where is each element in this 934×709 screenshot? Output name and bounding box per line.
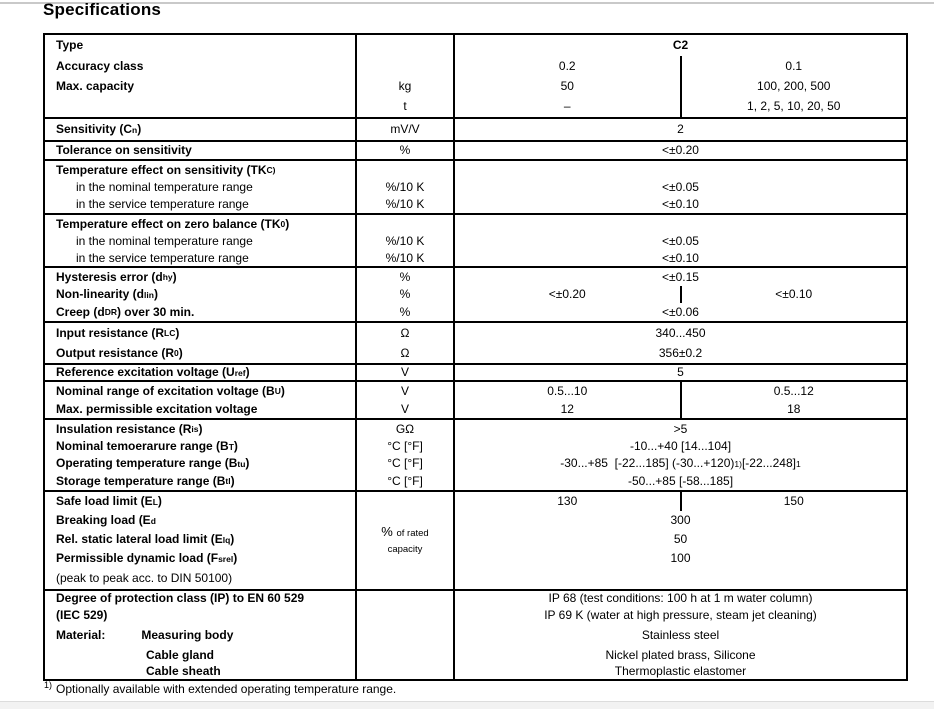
value-cell bbox=[455, 161, 906, 179]
text: Sensitivity (C bbox=[56, 122, 133, 137]
text: ) bbox=[285, 216, 290, 231]
unit-line bbox=[381, 525, 428, 541]
label-column bbox=[45, 161, 355, 213]
label-column bbox=[45, 591, 355, 679]
text: ) bbox=[178, 345, 183, 360]
unit-column bbox=[355, 35, 453, 117]
value-left: 0.5...10 bbox=[455, 382, 682, 400]
value-cell: Thermoplastic elastomer bbox=[614, 664, 747, 679]
value-left: 0.2 bbox=[455, 56, 682, 76]
spec-table bbox=[43, 33, 908, 681]
text: in the service temperature range bbox=[76, 250, 249, 265]
text: ) bbox=[245, 456, 250, 471]
value-cell: -30...+85 [-22...185] (-30...+120) 1) [-22...248] 1 bbox=[560, 456, 801, 471]
unit-column bbox=[355, 591, 453, 679]
unit-cell bbox=[381, 525, 428, 557]
row-label bbox=[45, 76, 355, 96]
unit-cell: °C [°F] bbox=[387, 456, 423, 471]
text: Tolerance on sensitivity bbox=[56, 143, 192, 158]
text: Temperature effect on sensitivity (TK bbox=[56, 162, 267, 177]
label-column bbox=[45, 365, 355, 380]
text: ) bbox=[157, 494, 162, 509]
value-column bbox=[453, 119, 906, 140]
value-column bbox=[453, 365, 906, 380]
row-label: Breaking load (E d bbox=[56, 513, 156, 528]
value-cell: <±0.15 bbox=[662, 269, 699, 284]
row-label: Safe load limit (E L ) bbox=[56, 494, 162, 509]
label-column bbox=[45, 323, 355, 363]
value-cell: -10...+40 [14...104] bbox=[629, 439, 732, 454]
value-right: 0.1 bbox=[785, 58, 803, 73]
value-left: 130 bbox=[455, 492, 682, 511]
value-column bbox=[453, 323, 906, 363]
unit-cell: % bbox=[399, 269, 411, 284]
value-cell: <±0.20 bbox=[662, 143, 699, 158]
value-cell: <±0.10 bbox=[662, 197, 699, 212]
row-label: Reference excitation voltage (U ref ) bbox=[56, 365, 250, 380]
text: ) bbox=[172, 269, 177, 284]
unit-cell: t bbox=[403, 99, 407, 114]
text: Type bbox=[56, 38, 84, 53]
row-label bbox=[45, 400, 355, 418]
value-cell: <±0.05 bbox=[662, 234, 699, 249]
row-label: Input resistance (R LC ) bbox=[56, 325, 180, 340]
value-cell: 356±0.2 bbox=[658, 345, 703, 360]
text: Max. capacity bbox=[56, 78, 135, 93]
unit-column bbox=[355, 215, 453, 266]
row-label bbox=[45, 35, 355, 56]
unit-cell bbox=[357, 161, 453, 179]
value-cell bbox=[455, 382, 906, 400]
unit-cell: mV/V bbox=[390, 122, 420, 137]
text: Rel. static lateral load limit (E bbox=[56, 532, 223, 547]
value-cell: 50 bbox=[673, 532, 688, 547]
unit-line bbox=[388, 541, 423, 557]
row-label: Temperature effect on zero balance (TK 0 ) bbox=[56, 216, 290, 231]
text: ) bbox=[233, 439, 238, 454]
value-cell: 2 bbox=[677, 122, 684, 137]
spec-block bbox=[45, 213, 906, 266]
value-right: 18 bbox=[787, 401, 801, 416]
spec-block bbox=[45, 418, 906, 490]
text: ) bbox=[245, 365, 250, 380]
text: (peak to peak acc. to DIN 50100) bbox=[56, 571, 233, 586]
value-column bbox=[453, 591, 906, 679]
unit-column bbox=[355, 161, 453, 213]
text: capacity bbox=[387, 543, 423, 555]
spec-block bbox=[45, 140, 906, 159]
value-cell: IP 68 (test conditions: 100 h at 1 m water column) bbox=[548, 591, 813, 606]
value-cell: 5 bbox=[677, 365, 684, 380]
value-right: <±0.10 bbox=[775, 287, 813, 302]
value-cell bbox=[455, 35, 906, 56]
unit-column bbox=[355, 420, 453, 490]
text: ) over 30 min. bbox=[116, 304, 195, 319]
spec-block bbox=[45, 117, 906, 140]
text: ) bbox=[198, 421, 203, 436]
row-label: Temperature effect on sensitivity (TK C ) bbox=[56, 162, 276, 177]
value-cell: -50...+85 [-58...185] bbox=[627, 473, 734, 488]
text: ) bbox=[153, 287, 158, 302]
unit-column bbox=[355, 365, 453, 380]
unit-cell bbox=[357, 646, 453, 664]
value-column bbox=[453, 35, 906, 117]
row-label: Nominal range of excitation voltage (B U ) bbox=[56, 383, 285, 398]
text: Reference excitation voltage (U bbox=[56, 365, 235, 380]
text: ) bbox=[175, 325, 180, 340]
unit-cell: % bbox=[399, 287, 411, 302]
unit-column bbox=[355, 119, 453, 140]
row-label bbox=[45, 624, 355, 646]
row-label bbox=[45, 568, 355, 589]
value-cell: 100 bbox=[670, 551, 691, 566]
label-column bbox=[45, 119, 355, 140]
text: of rated bbox=[396, 527, 429, 539]
value-column bbox=[453, 161, 906, 213]
value-cell: 300 bbox=[670, 513, 691, 528]
unit-cell bbox=[357, 624, 453, 646]
row-label: Storage temperature range (B tl ) bbox=[56, 473, 235, 488]
spec-block bbox=[45, 266, 906, 321]
text: Permissible dynamic load (F bbox=[56, 551, 219, 566]
unit-cell bbox=[357, 35, 453, 56]
text: -30...+85 [-22...185] (-30...+120) bbox=[560, 456, 735, 471]
page-title: Specifications bbox=[43, 0, 162, 19]
value-left: – bbox=[455, 96, 682, 117]
text: Cable gland bbox=[146, 647, 215, 662]
text: Hysteresis error (d bbox=[56, 269, 163, 284]
unit-cell: %/10 K bbox=[385, 234, 425, 249]
row-label: Permissible dynamic load (F srel ) bbox=[56, 551, 238, 566]
text: in the nominal temperature range bbox=[76, 180, 253, 195]
value-left: <±0.20 bbox=[455, 286, 682, 303]
row-label bbox=[45, 591, 355, 606]
value-left: 12 bbox=[455, 400, 682, 418]
row-label: Creep (d DR ) over 30 min. bbox=[56, 304, 195, 319]
text: ) bbox=[230, 473, 235, 488]
label-column bbox=[45, 35, 355, 117]
row-label: Hysteresis error (d hy ) bbox=[56, 269, 177, 284]
unit-cell: V bbox=[400, 401, 409, 416]
text: Operating temperature range (B bbox=[56, 456, 238, 471]
value-right: 150 bbox=[783, 494, 804, 509]
unit-cell bbox=[357, 664, 453, 679]
text: ) bbox=[280, 383, 285, 398]
row-label: Rel. static lateral load limit (E lq ) bbox=[56, 532, 235, 547]
text: Input resistance (R bbox=[56, 325, 165, 340]
footnote bbox=[44, 682, 396, 696]
unit-cell bbox=[357, 591, 453, 606]
text: ) bbox=[233, 551, 238, 566]
text: Cable sheath bbox=[146, 664, 221, 679]
text: Measuring body bbox=[141, 627, 234, 642]
spec-block bbox=[45, 35, 906, 117]
value-right: 100, 200, 500 bbox=[757, 78, 831, 93]
unit-cell: %/10 K bbox=[385, 197, 425, 212]
text: Temperature effect on zero balance (TK bbox=[56, 216, 281, 231]
spec-block bbox=[45, 589, 906, 679]
row-label: Insulation resistance (R is ) bbox=[56, 421, 203, 436]
value-cell: 340...450 bbox=[655, 325, 706, 340]
spec-block bbox=[45, 321, 906, 363]
unit-column bbox=[355, 382, 453, 418]
value-cell bbox=[455, 96, 906, 117]
value-column bbox=[453, 492, 906, 589]
unit-cell bbox=[357, 56, 453, 76]
unit-column bbox=[355, 142, 453, 159]
value-cell: <±0.05 bbox=[662, 180, 699, 195]
text: Accuracy class bbox=[56, 58, 144, 73]
value-column bbox=[453, 382, 906, 418]
unit-column bbox=[355, 268, 453, 321]
row-label: Sensitivity (C n ) bbox=[56, 122, 142, 137]
label-column bbox=[45, 268, 355, 321]
unit-column bbox=[355, 492, 453, 589]
value-cell bbox=[455, 286, 906, 303]
unit-cell: %/10 K bbox=[385, 180, 425, 195]
footnote-text: Optionally available with extended operating temperature range. bbox=[56, 682, 397, 696]
unit-cell bbox=[357, 215, 453, 233]
text: Breaking load (E bbox=[56, 513, 151, 528]
text: ) bbox=[137, 122, 142, 137]
value-cell: IP 69 K (water at high pressure, steam jet cleaning) bbox=[544, 607, 817, 622]
label-column bbox=[45, 420, 355, 490]
text: (IEC 529) bbox=[56, 607, 108, 622]
unit-cell: kg bbox=[398, 78, 412, 93]
text: Output resistance (R bbox=[56, 345, 175, 360]
row-label bbox=[45, 606, 355, 624]
value-cell bbox=[455, 400, 906, 418]
text: Non-linearity (d bbox=[56, 287, 145, 302]
value-column bbox=[453, 215, 906, 266]
unit-cell: % bbox=[399, 304, 411, 319]
text: ) bbox=[230, 532, 235, 547]
value-cell bbox=[455, 76, 906, 96]
label-column bbox=[45, 142, 355, 159]
spec-block bbox=[45, 159, 906, 213]
value-cell bbox=[455, 215, 906, 233]
row-label bbox=[45, 179, 355, 196]
spec-block bbox=[45, 363, 906, 380]
label-column bbox=[45, 492, 355, 589]
row-label bbox=[45, 646, 355, 664]
value-cell: Nickel plated brass, Silicone bbox=[605, 647, 756, 662]
value-cell: >5 bbox=[673, 421, 688, 436]
row-label bbox=[45, 196, 355, 213]
value-cell bbox=[455, 492, 906, 511]
text: in the service temperature range bbox=[76, 197, 249, 212]
unit-cell: V bbox=[400, 365, 409, 380]
text: Safe load limit (E bbox=[56, 494, 153, 509]
value-right: 1, 2, 5, 10, 20, 50 bbox=[747, 99, 841, 114]
value-left: 50 bbox=[455, 76, 682, 96]
unit-cell: % bbox=[399, 143, 411, 158]
unit-column bbox=[355, 323, 453, 363]
row-label bbox=[45, 250, 355, 266]
row-label bbox=[45, 56, 355, 76]
unit-cell: Ω bbox=[400, 325, 410, 340]
footnote-marker: 1) bbox=[44, 680, 53, 690]
row-label: Non-linearity (d lin ) bbox=[56, 287, 158, 302]
text: [-22...248] bbox=[741, 456, 796, 471]
value-cell: <±0.06 bbox=[662, 304, 699, 319]
row-label bbox=[45, 142, 355, 159]
value-cell bbox=[455, 568, 906, 589]
unit-cell: %/10 K bbox=[385, 250, 425, 265]
row-label: Nominal temoerarure range (B T ) bbox=[56, 439, 238, 454]
unit-cell: Ω bbox=[400, 345, 410, 360]
value-cell: Stainless steel bbox=[641, 627, 720, 642]
spec-block bbox=[45, 490, 906, 589]
text: Material: bbox=[56, 627, 106, 642]
text: in the nominal temperature range bbox=[76, 234, 253, 249]
row-label bbox=[45, 233, 355, 250]
value-column bbox=[453, 142, 906, 159]
text: Nominal range of excitation voltage (B bbox=[56, 383, 275, 398]
value-column bbox=[453, 268, 906, 321]
text: C2 bbox=[672, 38, 689, 53]
text: Nominal temoerarure range (B bbox=[56, 439, 229, 454]
value-column bbox=[453, 420, 906, 490]
spec-block bbox=[45, 380, 906, 418]
value-cell: <±0.10 bbox=[662, 250, 699, 265]
row-label: Output resistance (R 0 ) bbox=[56, 345, 183, 360]
text: Max. permissible excitation voltage bbox=[56, 401, 258, 416]
text: Creep (d bbox=[56, 304, 105, 319]
label-column bbox=[45, 382, 355, 418]
text: Insulation resistance (R bbox=[56, 421, 192, 436]
row-label: Operating temperature range (B tu ) bbox=[56, 456, 250, 471]
unit-cell: °C [°F] bbox=[387, 473, 423, 488]
text: Degree of protection class (IP) to EN 60 529 bbox=[56, 591, 305, 606]
text: Storage temperature range (B bbox=[56, 473, 226, 488]
unit-cell: GΩ bbox=[395, 421, 415, 436]
unit-cell: °C [°F] bbox=[387, 439, 423, 454]
value-right: 0.5...12 bbox=[773, 383, 814, 398]
unit-cell bbox=[357, 606, 453, 624]
row-label bbox=[45, 96, 355, 117]
row-label bbox=[45, 664, 355, 679]
label-column bbox=[45, 215, 355, 266]
text: % bbox=[381, 523, 397, 539]
value-cell bbox=[455, 56, 906, 76]
unit-cell: V bbox=[400, 383, 409, 398]
